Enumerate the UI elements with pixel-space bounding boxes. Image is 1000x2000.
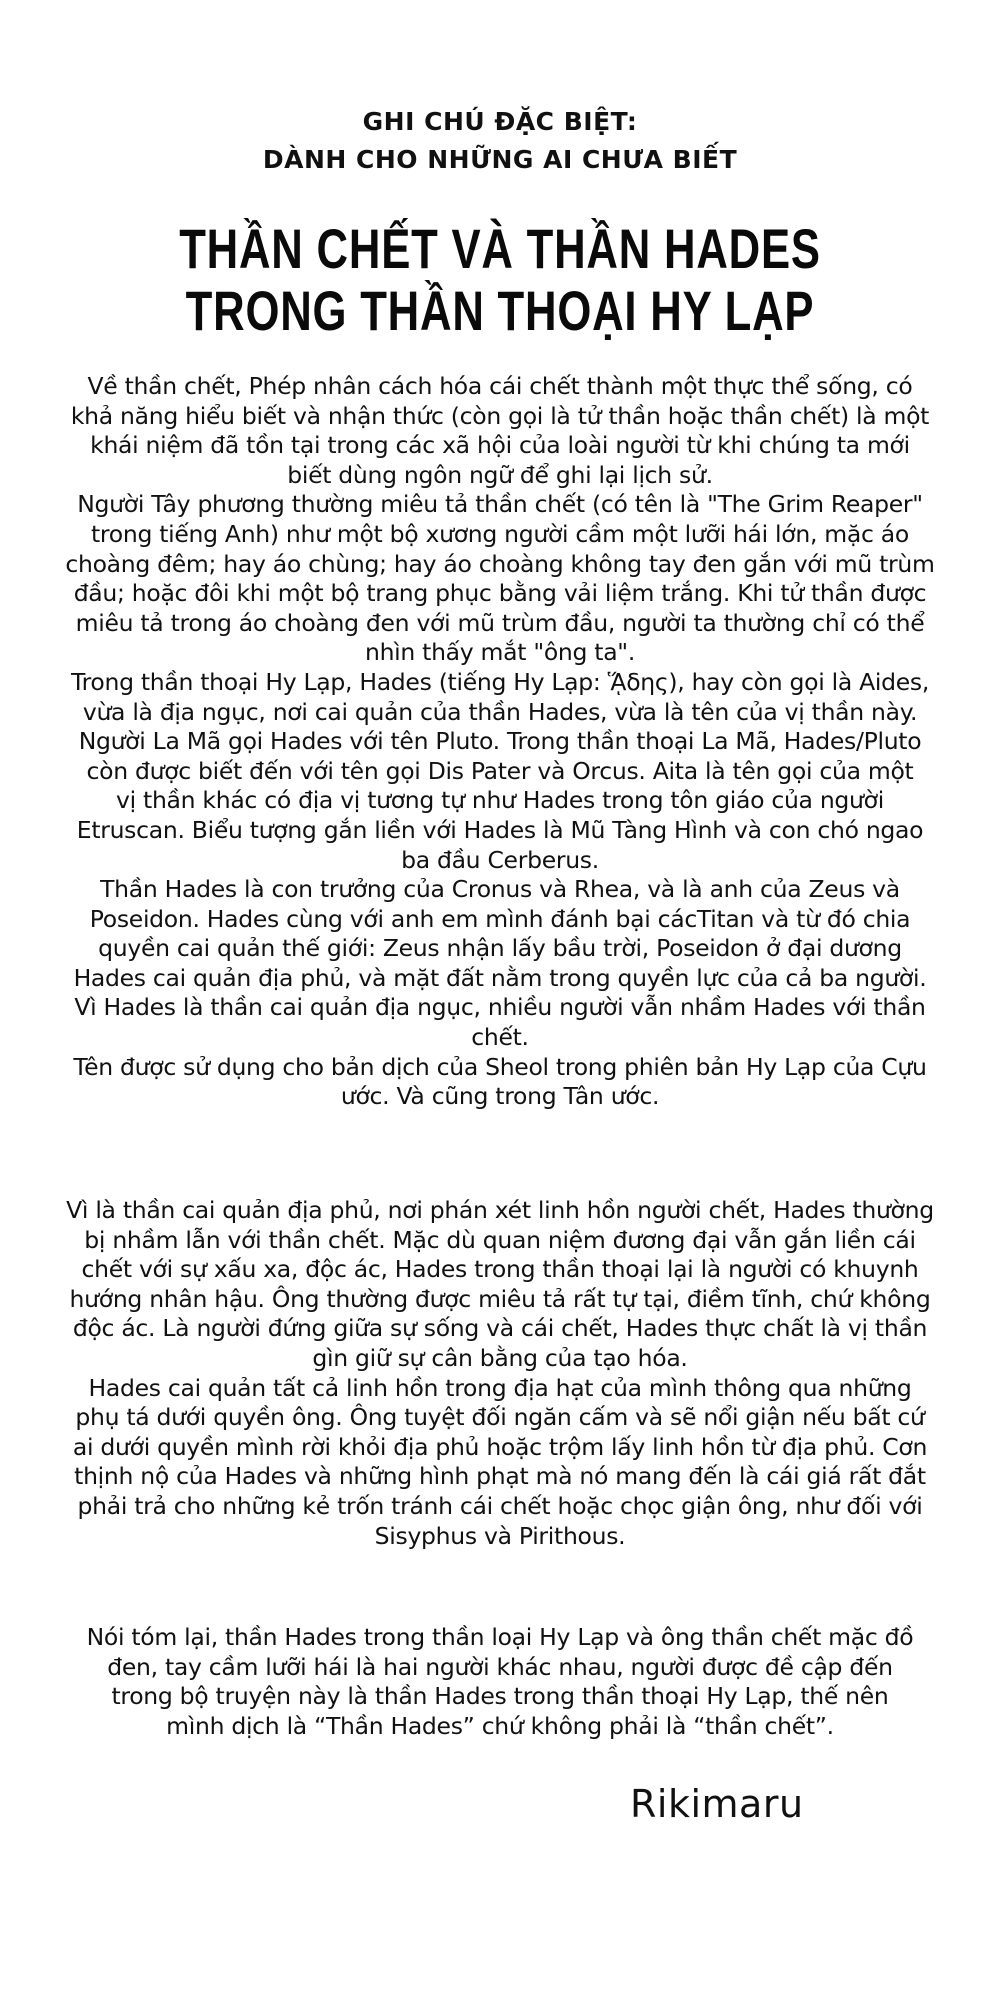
text-line: mình dịch là “Thần Hades” chứ không phải là “thần chết”. (166, 1711, 834, 1740)
text-line: Trong thần thoại Hy Lạp, Hades (tiếng Hy Lạp: ᾍδης), hay còn gọi là Aides, (70, 667, 930, 696)
text-line: ước. Và cũng trong Tân ước. (340, 1082, 660, 1111)
text-line: hướng nhân hậu. Ông thường được miêu tả rất tự tại, điềm tĩnh, chứ không (69, 1284, 931, 1313)
text-line: trong tiếng Anh) như một bộ xương người cầm một lưỡi hái lớn, mặc áo (91, 519, 909, 548)
body-section-1 (40, 372, 960, 1112)
text-line: quyền cai quản thế giới: Zeus nhận lấy bầu trời, Poseidon ở đại dương (98, 934, 902, 963)
conclusion-paragraph (40, 1623, 960, 1741)
text-line: phải trả cho những kẻ trốn tránh cái chết hoặc chọc giận ông, như đối với (77, 1491, 923, 1520)
text-line: Poseidon. Hades cùng với anh em mình đánh bại cácTitan và từ đó chia (89, 904, 911, 933)
text-line: độc ác. Là người đứng giữa sự sống và cái chết, Hades thực chất là vị thần (72, 1314, 928, 1343)
text-line: miêu tả trong áo choàng đen với mũ trùm đầu, người ta thường chỉ có thể (75, 608, 925, 637)
text-line: Sisyphus và Pirithous. (374, 1521, 626, 1550)
text-line: Người Tây phương thường miêu tả thần chết (có tên là "The Grim Reaper" (77, 490, 923, 519)
text-line: biết dùng ngôn ngữ để ghi lại lịch sử. (287, 460, 713, 489)
text-line: ai dưới quyền mình rời khỏi địa phủ hoặc trộm lấy linh hồn từ địa phủ. Cơn (72, 1432, 928, 1461)
translator-signature: Rikimaru (630, 1782, 804, 1826)
text-line: nhìn thấy mắt "ông ta". (364, 638, 635, 667)
text-line: choàng đêm; hay áo chùng; hay áo choàng không tay đen gắn với mũ trùm (65, 549, 935, 578)
text-line: Vì Hades là thần cai quản địa ngục, nhiều người vẫn nhầm Hades với thần (74, 993, 926, 1022)
text-line: trong bộ truyện này là thần Hades trong thần thoại Hy Lạp, thế nên (111, 1682, 889, 1711)
text-line: thịnh nộ của Hades và những hình phạt mà nó mang đến là cái giá rất đắt (74, 1462, 926, 1491)
text-line: phụ tá dưới quyền ông. Ông tuyệt đối ngăn cấm và sẽ nổi giận nếu bất cứ (75, 1403, 925, 1432)
text-line: Người La Mã gọi Hades với tên Pluto. Trong thần thoại La Mã, Hades/Pluto (78, 727, 922, 756)
text-line: vừa là địa ngục, nơi cai quản của thần Hades, vừa là tên của vị thần này. (82, 697, 918, 726)
page-title-line-1: THẦN CHẾT VÀ THẦN HADES (179, 217, 821, 280)
page-title-line-2: TRONG THẦN THOẠI HY LẠP (185, 279, 815, 342)
text-line: Hades cai quản địa phủ, và mặt đất nằm trong quyền lực của cả ba người. (73, 963, 927, 992)
text-line: khả năng hiểu biết và nhận thức (còn gọi là tử thần hoặc thần chết) là một (70, 401, 930, 430)
text-line: ba đầu Cerberus. (401, 845, 599, 874)
text-line: Etruscan. Biểu tượng gắn liền với Hades là Mũ Tàng Hình và con chó ngao (76, 815, 924, 844)
special-note-subheading: DÀNH CHO NHỮNG AI CHƯA BIẾT (262, 145, 738, 174)
special-note-heading: GHI CHÚ ĐẶC BIỆT: (362, 107, 638, 136)
text-line: gìn giữ sự cân bằng của tạo hóa. (312, 1343, 688, 1372)
text-line: đen, tay cầm lưỡi hái là hai người khác nhau, người được đề cập đến (107, 1652, 893, 1681)
text-line: Thần Hades là con trưởng của Cronus và Rhea, và là anh của Zeus và (100, 875, 900, 904)
text-line: Nói tóm lại, thần Hades trong thần loại Hy Lạp và ông thần chết mặc đồ (86, 1623, 914, 1651)
text-line: Tên được sử dụng cho bản dịch của Sheol trong phiên bản Hy Lạp của Cựu (73, 1052, 927, 1081)
text-line: Vì là thần cai quản địa phủ, nơi phán xét linh hồn người chết, Hades thường (66, 1196, 934, 1224)
text-line: còn được biết đến với tên gọi Dis Pater và Orcus. Aita là tên gọi của một (86, 756, 914, 785)
body-section-2 (40, 1196, 960, 1551)
text-line: Về thần chết, Phép nhân cách hóa cái chết thành một thực thể sống, có (87, 372, 913, 400)
text-line: chết với sự xấu xa, độc ác, Hades trong thần thoại lại là người có khuynh (81, 1255, 919, 1284)
text-line: Hades cai quản tất cả linh hồn trong địa hạt của mình thông qua những (88, 1373, 912, 1402)
text-line: bị nhầm lẫn với thần chết. Mặc dù quan niệm đương đại vẫn gắn liền cái (84, 1225, 916, 1254)
text-line: đầu; hoặc đôi khi một bộ trang phục bằng vải liệm trắng. Khi tử thần được (73, 579, 927, 608)
text-line: vị thần khác có địa vị tương tự như Hades trong tôn giáo của người (116, 786, 884, 815)
text-line: chết. (471, 1023, 529, 1052)
text-line: khái niệm đã tồn tại trong các xã hội của loài người từ khi chúng ta mới (90, 431, 910, 460)
